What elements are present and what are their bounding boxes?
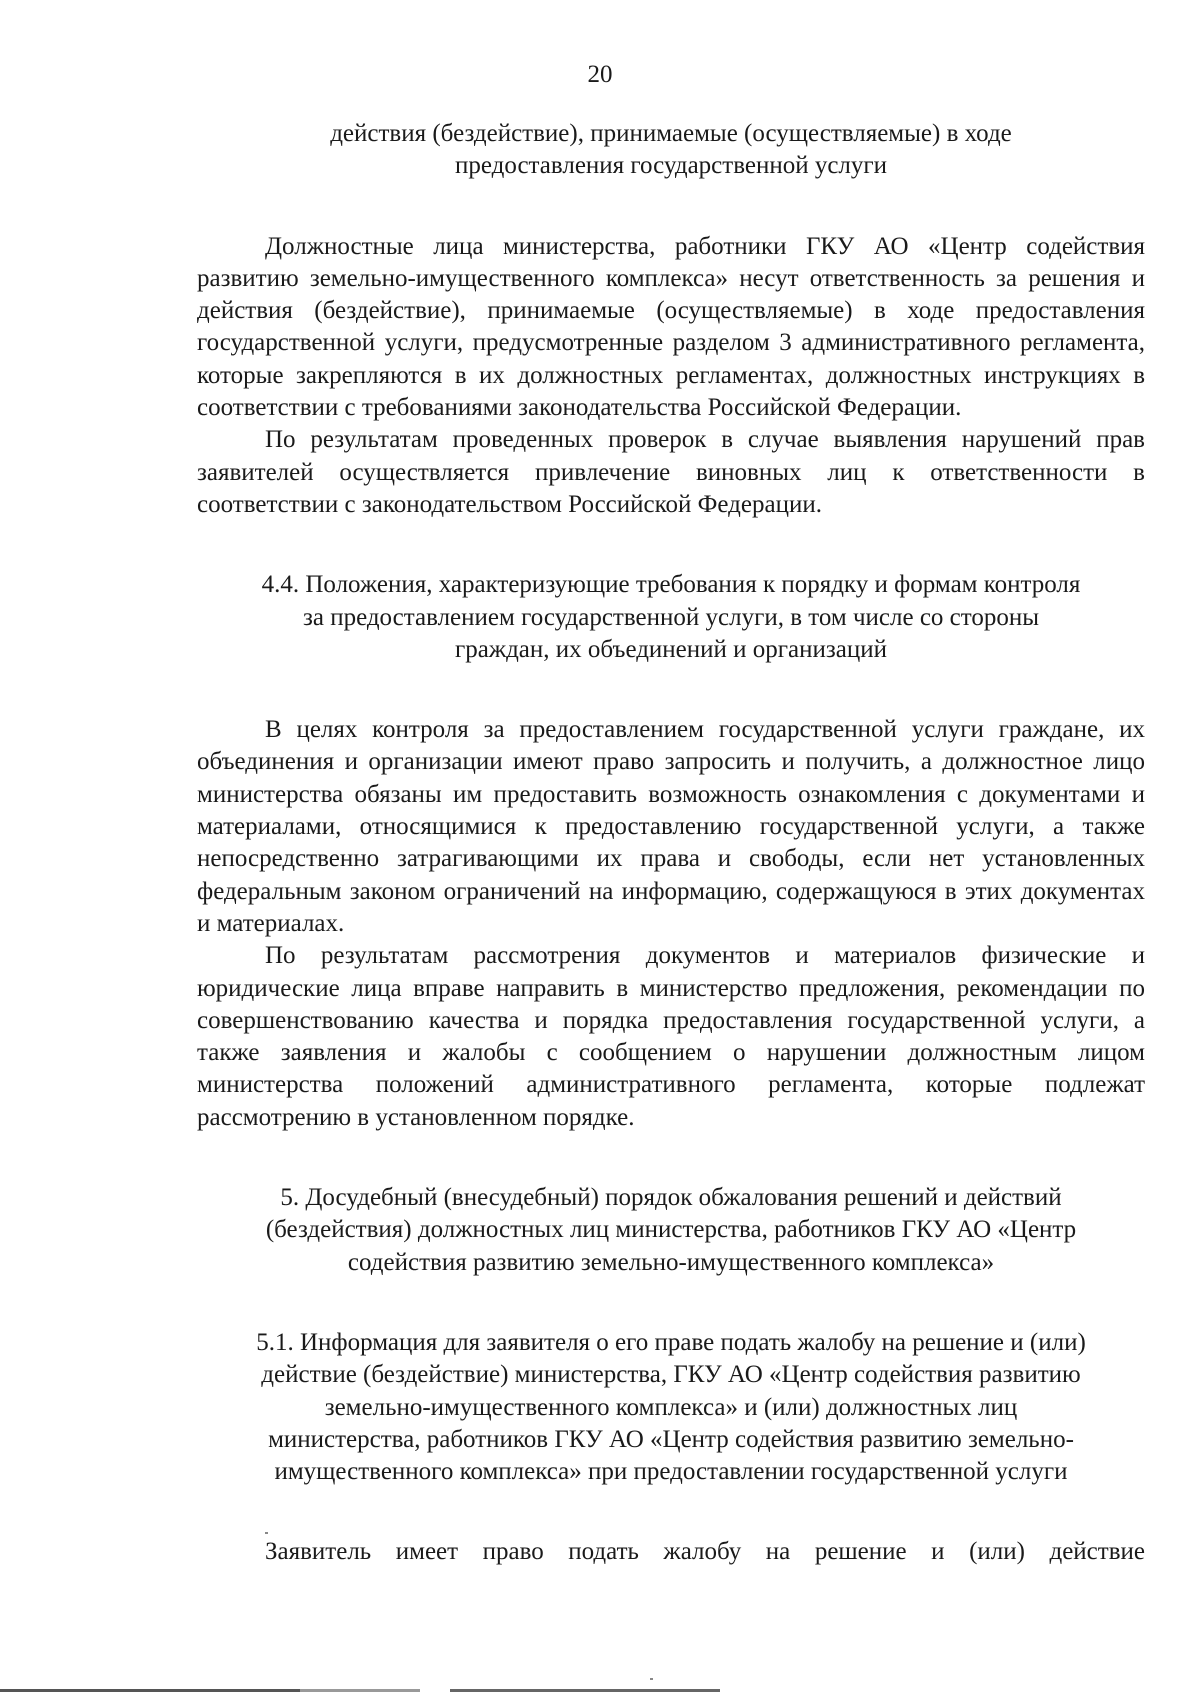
paragraph-complaint-right: Заявитель имеет право подать жалобу на решение и (или) действие: [265, 1538, 1145, 1566]
heading-line: земельно-имущественного комплекса» и (или) должностных лиц: [324, 1393, 1018, 1421]
paragraph-inspection-results: По результатам проведенных проверок в случае выявления нарушений прав заявителей осуществляется привлечение виновных лиц к ответственности в соответствии с законодательством Российской Федерации.: [197, 426, 1145, 518]
document-body: [197, 118, 1145, 1569]
heading-line: 5. Досудебный (внесудебный) порядок обжалования решений и действий: [280, 1184, 1062, 1212]
section-heading-5: [197, 1182, 1145, 1279]
scan-artifact-line: [0, 1689, 720, 1692]
section-heading-4-4: [197, 569, 1145, 666]
section-heading-5-1: [197, 1327, 1145, 1488]
heading-line: имущественного комплекса» при предоставлении государственной услуги: [274, 1458, 1068, 1486]
heading-line: граждан, их объединений и организаций: [454, 635, 888, 663]
heading-line: содействия развитию земельно-имущественного комплекса»: [347, 1248, 995, 1276]
heading-line: (бездействия) должностных лиц министерства, работников ГКУ АО «Центр: [265, 1216, 1077, 1244]
page-number: 20: [587, 61, 613, 88]
paragraph-citizen-control: В целях контроля за предоставлением государственной услуги граждане, их объединения и организации имеют право запросить и получить, а должностное лицо министерства обязаны им предоставить возможность ознакомления с документами и материалами, относящимися к предоставлению государственной услуги, а также непосредственно затрагивающими их права и свободы, если нет установленных федеральным законом ограничений на информацию, содержащуюся в этих документах и материалах.: [197, 716, 1145, 937]
heading-line: действие (бездействие) министерства, ГКУ АО «Центр содействия развитию: [261, 1361, 1081, 1389]
heading-line: министерства, работников ГКУ АО «Центр содействия развитию земельно-: [268, 1425, 1074, 1453]
heading-line: 4.4. Положения, характеризующие требования к порядку и формам контроля: [261, 571, 1081, 599]
heading-line: действия (бездействие), принимаемые (осуществляемые) в ходе: [330, 120, 1012, 147]
heading-line: 5.1. Информация для заявителя о его праве подать жалобу на решение и (или): [256, 1328, 1086, 1356]
section-heading-responsibility: [197, 118, 1145, 183]
paragraph-responsibility: Должностные лица министерства, работники ГКУ АО «Центр содействия развитию земельно-имущественного комплекса» несут ответственность за решения и действия (бездействие), принимаемые (осуществляемые) в ходе предоставления государственной услуги, предусмотренные разделом 3 административного регламента, которые закрепляются в их должностных регламентах, должностных инструкциях в соответствии с требованиями законодательства Российской Федерации.: [197, 232, 1145, 422]
scan-speck: [650, 1678, 653, 1680]
heading-line: за предоставлением государственной услуги, в том числе со стороны: [302, 603, 1040, 631]
paragraph-proposals: По результатам рассмотрения документов и материалов физические и юридические лица вправе направить в министерство предложения, рекомендации по совершенствованию качества и порядка предоставления государственной услуги, а также заявления и жалобы с сообщением о нарушении должностным лицом министерства положений административного регламента, которые подлежат рассмотрению в установленном порядке.: [197, 942, 1145, 1131]
heading-line: предоставления государственной услуги: [454, 152, 888, 180]
scan-speck: [265, 1532, 268, 1534]
